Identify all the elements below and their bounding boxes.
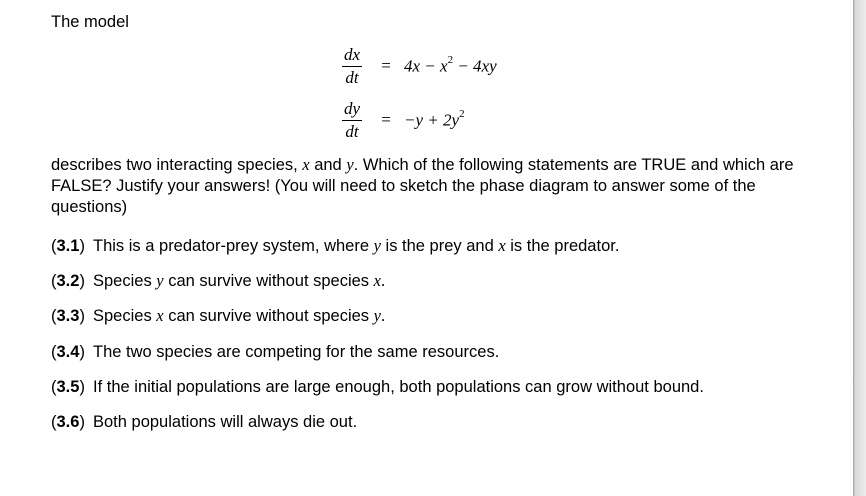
fraction-numerator: dx (342, 45, 362, 67)
equals-sign: = (381, 56, 391, 75)
fraction-numerator: dy (342, 99, 362, 121)
equation-dx-dt (336, 44, 497, 88)
intro-text: The model (51, 13, 129, 31)
question-item (51, 271, 385, 291)
question-label: (3.1) (51, 237, 85, 255)
equals-sign: = (381, 110, 391, 129)
question-text: Species x can survive without species y. (93, 306, 386, 325)
question-label: (3.2) (51, 272, 85, 290)
question-item (51, 377, 704, 397)
fraction-denominator: dt (345, 121, 359, 141)
equation-dy-dt (336, 98, 465, 142)
question-text: This is a predator-prey system, where y is the prey and x is the predator. (93, 236, 620, 255)
question-label: (3.5) (51, 378, 85, 396)
question-label: (3.3) (51, 307, 85, 325)
fraction-dy-dt (336, 99, 368, 142)
question-item (51, 342, 499, 362)
question-text: If the initial populations are large enough, both populations can grow without bound. (93, 378, 704, 396)
fraction-dx-dt (336, 45, 368, 88)
equation-right-hand-side: $4x - x^2 - 4xy$ (404, 53, 497, 76)
question-text: The two species are competing for the same resources. (93, 343, 500, 361)
window-right-edge (853, 0, 866, 496)
question-item (51, 236, 619, 256)
question-text: Species y can survive without species x. (93, 271, 386, 290)
question-label: (3.6) (51, 413, 85, 431)
problem-description: describes two interacting species, x and y. Which of the following statements are TRUE and which are FALSE? Justify your answers! (You will need to sketch the phase diagram to answer some of the questions) (51, 155, 794, 216)
fraction-denominator: dt (345, 67, 359, 87)
question-item (51, 306, 385, 326)
question-label: (3.4) (51, 343, 85, 361)
question-text: Both populations will always die out. (93, 413, 358, 431)
equation-right-hand-side: $-y + 2y^2$ (404, 107, 465, 130)
question-item (51, 412, 357, 432)
